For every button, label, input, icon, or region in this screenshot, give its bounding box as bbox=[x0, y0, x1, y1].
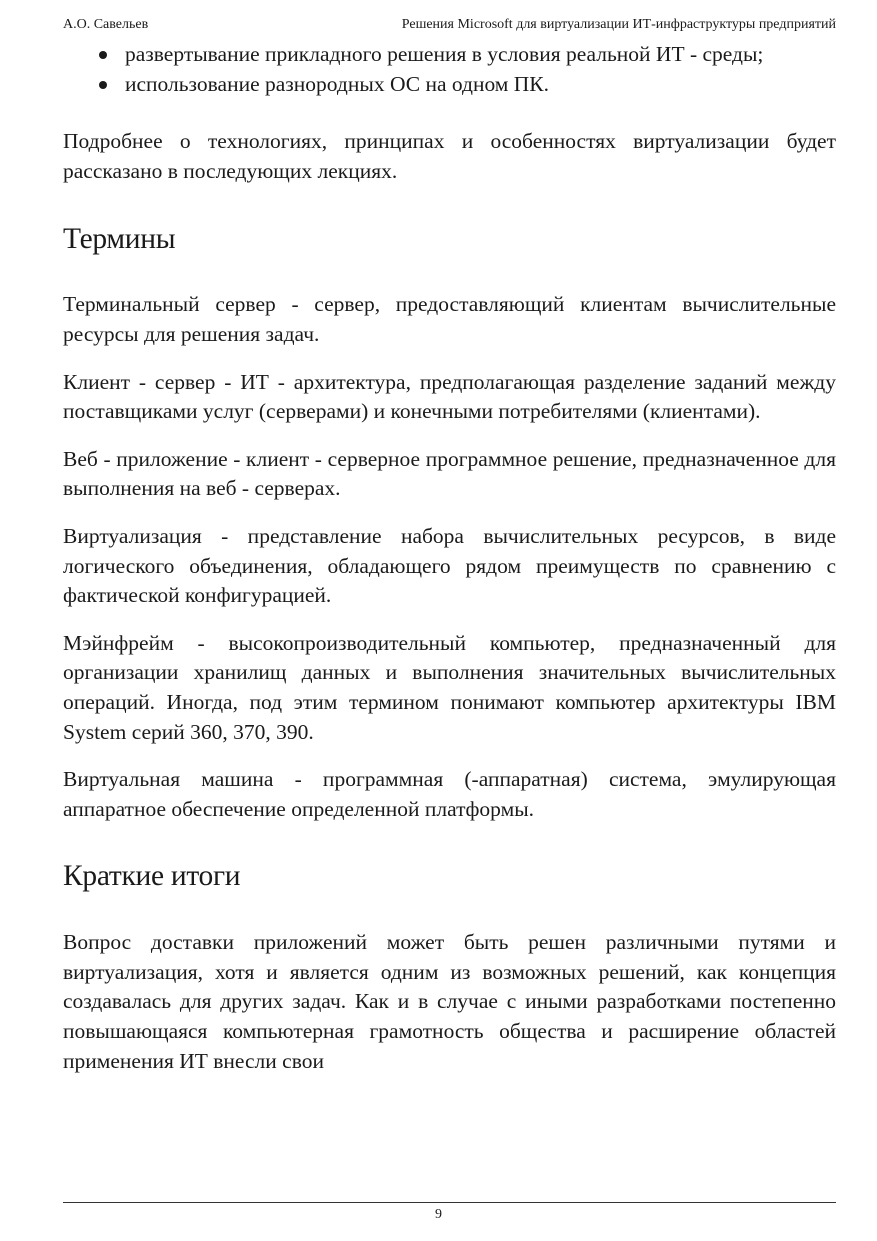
term-terminal-server: Терминальный сервер - сервер, предоставляющий клиентам вычислительные ресурсы для решения задач. bbox=[63, 292, 836, 346]
term-virtual-machine: Виртуальная машина - программная (-аппаратная) система, эмулирующая аппаратное обеспечение определенной платформы. bbox=[63, 767, 836, 821]
page-number: 9 bbox=[435, 1207, 442, 1222]
list-item-text: использование разнородных ОС на одном ПК. bbox=[125, 71, 550, 96]
list-item bbox=[63, 70, 836, 100]
term-client-server: Клиент - сервер - ИТ - архитектура, предполагающая разделение заданий между поставщиками услуг (серверами) и конечными потребителями (клиентами). bbox=[63, 369, 836, 424]
header-title: Решения Microsoft для виртуализации ИТ-инфраструктуры предприятий bbox=[401, 17, 836, 32]
list-item-text: развертывание прикладного решения в условия реальной ИТ - среды; bbox=[125, 42, 764, 66]
term-mainframe: Мэйнфрейм - высокопроизводительный компьютер, предназначенный для организации хранилищ данных и выполнения значительных вычислительных операций. Иногда, под этим термином понимают компьютер архитектуры IBM System серий 360, 370, 390. bbox=[63, 630, 836, 744]
term-virtualization: Виртуализация - представление набора вычислительных ресурсов, в виде логического объединения, обладающего рядом преимуществ по сравнению с фактической конфигурацией. bbox=[63, 523, 836, 608]
term-web-application: Веб - приложение - клиент - серверное программное решение, предназначенное для выполнения на веб - серверах. bbox=[63, 446, 836, 501]
summary-paragraph: Вопрос доставки приложений может быть решен различными путями и виртуализация, хотя и является одним из возможных решений, как концепция создавалась для других задач. Как и в случае с иными разработками постепенно повышающаяся компьютерная грамотность общества и расширение областей применения ИТ внесли свои bbox=[63, 930, 836, 1073]
summary-heading: Краткие итоги bbox=[63, 860, 241, 893]
footer-divider bbox=[63, 1202, 836, 1203]
page-content bbox=[63, 40, 836, 1076]
bullet-dot-icon bbox=[99, 51, 107, 59]
page-header bbox=[63, 15, 836, 35]
list-item bbox=[63, 40, 836, 70]
intro-paragraph: Подробнее о технологиях, принципах и особенностях виртуализации будет рассказано в последующих лекциях. bbox=[63, 129, 836, 183]
terms-heading: Термины bbox=[63, 223, 176, 256]
bullet-list bbox=[63, 40, 836, 99]
header-author: А.О. Савельев bbox=[63, 17, 149, 32]
bullet-dot-icon bbox=[99, 81, 107, 89]
